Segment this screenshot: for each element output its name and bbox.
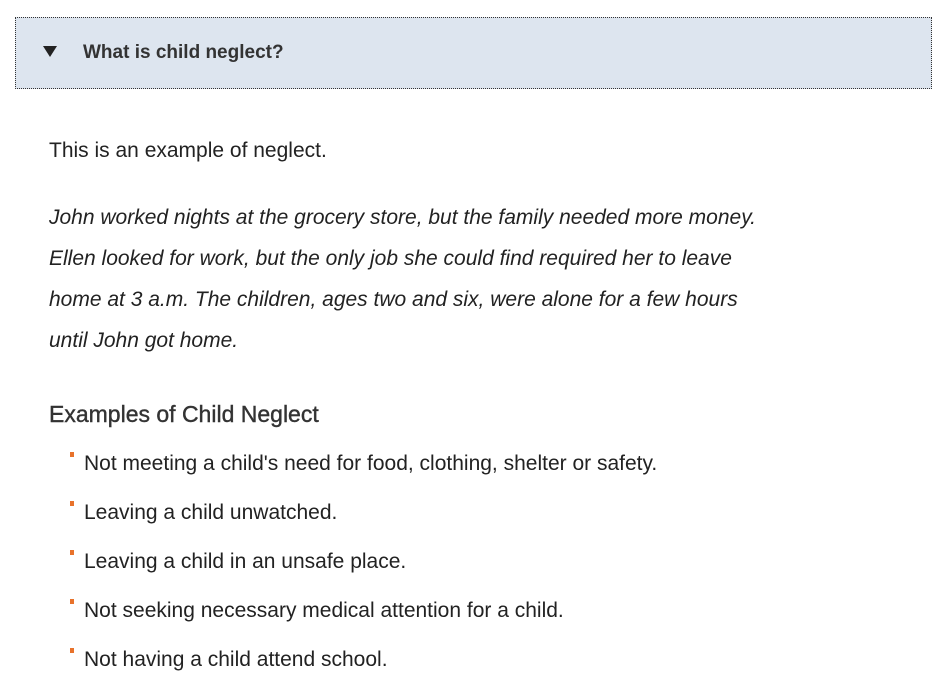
bullet-icon xyxy=(70,452,74,457)
list-item-text: Leaving a child in an unsafe place. xyxy=(84,550,407,573)
bullet-icon xyxy=(70,550,74,555)
example-line: John worked nights at the grocery store, but the family needed more money. xyxy=(49,206,756,229)
intro-text: This is an example of neglect. xyxy=(49,139,327,162)
list-item-text: Leaving a child unwatched. xyxy=(84,501,338,524)
neglect-examples-list xyxy=(49,439,909,684)
list-item-text: Not seeking necessary medical attention for a child. xyxy=(84,599,564,622)
list-item xyxy=(84,439,909,488)
caret-down-icon xyxy=(43,46,57,57)
example-line: until John got home. xyxy=(49,329,239,352)
list-item xyxy=(84,586,909,635)
accordion-content xyxy=(49,120,909,684)
list-item-text: Not meeting a child's need for food, clothing, shelter or safety. xyxy=(84,452,658,475)
list-item-text: Not having a child attend school. xyxy=(84,648,388,671)
bullet-icon xyxy=(70,648,74,653)
bullet-icon xyxy=(70,501,74,506)
bullet-icon xyxy=(70,599,74,604)
accordion-toggle[interactable] xyxy=(15,17,932,89)
example-line: home at 3 a.m. The children, ages two and six, were alone for a few hours xyxy=(49,288,738,311)
example-line: Ellen looked for work, but the only job she could find required her to leave xyxy=(49,247,732,270)
list-item xyxy=(84,537,909,586)
accordion-title: What is child neglect? xyxy=(83,42,284,63)
list-item xyxy=(84,635,909,684)
section-heading: Examples of Child Neglect xyxy=(49,401,319,427)
example-paragraph xyxy=(49,197,909,361)
list-item xyxy=(84,488,909,537)
